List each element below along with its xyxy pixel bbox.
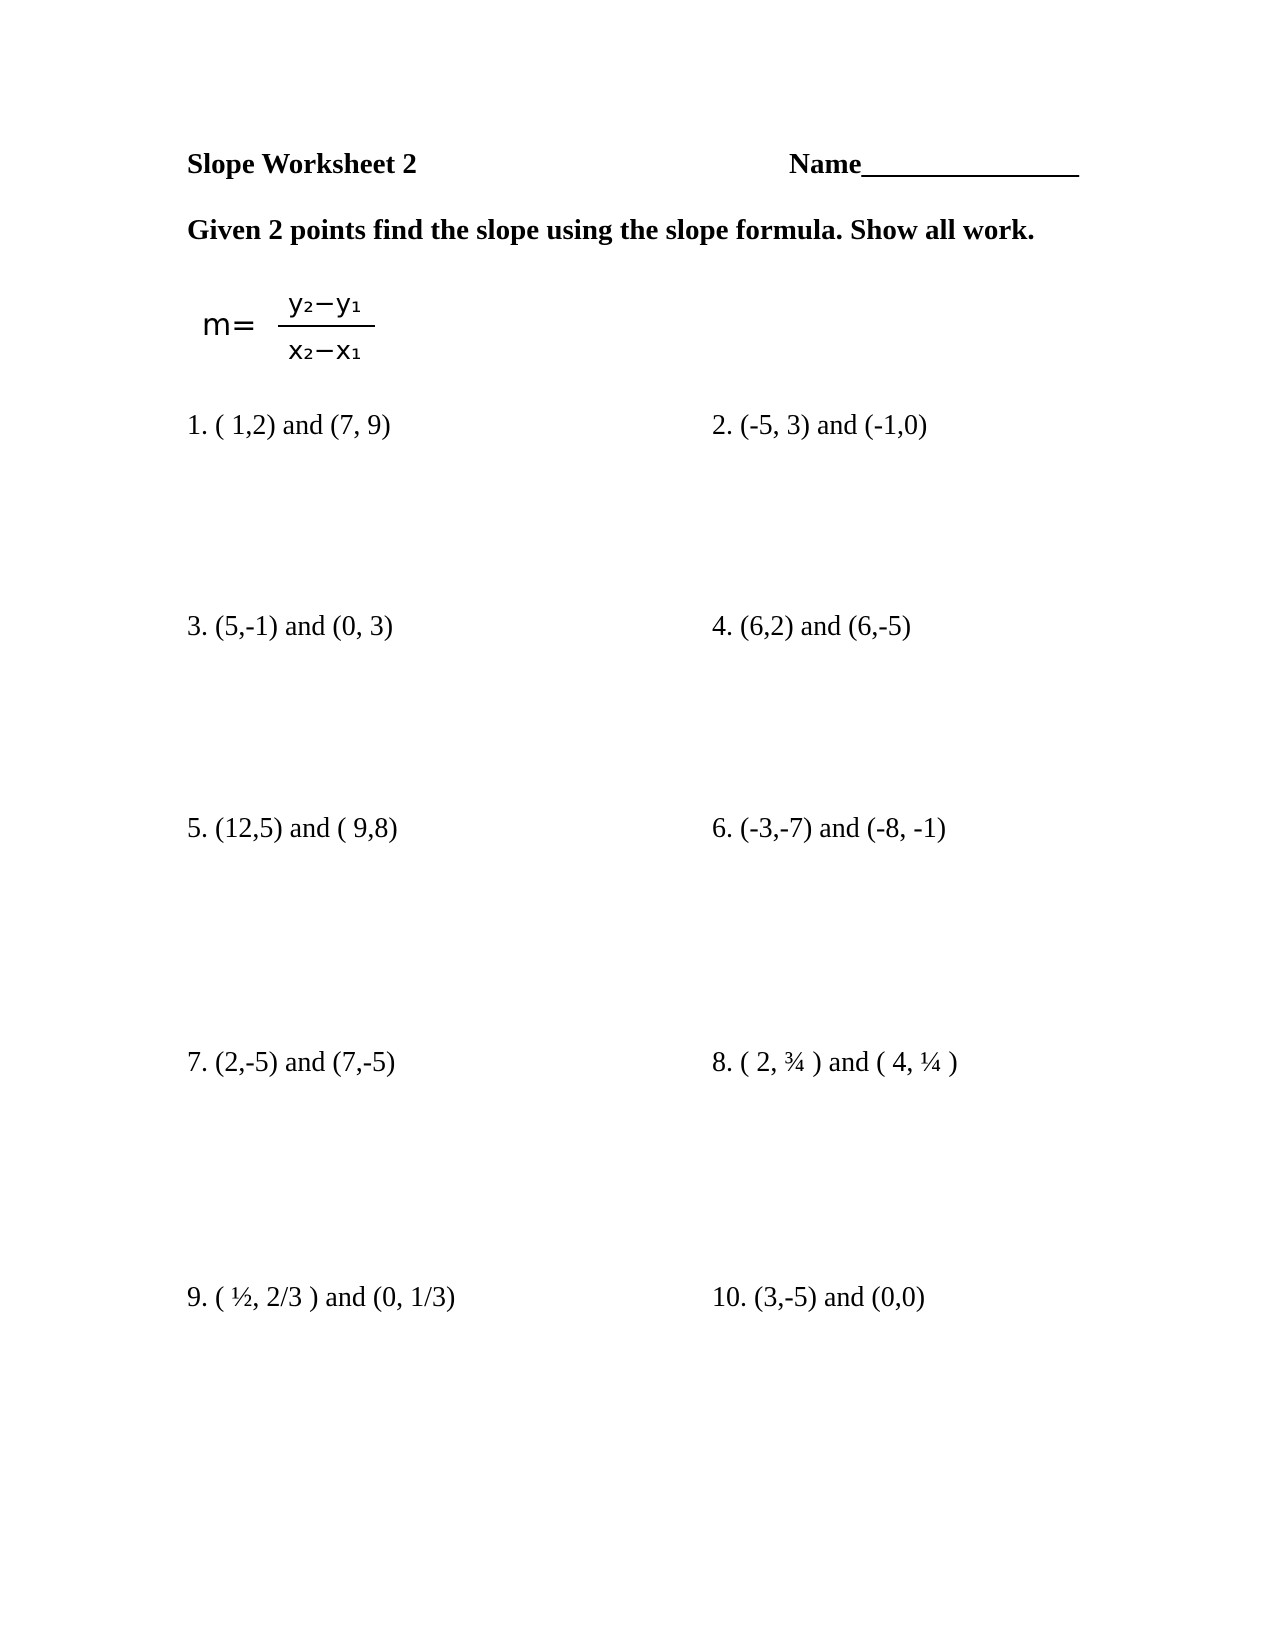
problem-2: 2. (-5, 3) and (-1,0) xyxy=(712,410,928,441)
problem-7: 7. (2,-5) and (7,-5) xyxy=(187,1047,396,1078)
problem-3: 3. (5,-1) and (0, 3) xyxy=(187,611,394,642)
problem-5: 5. (12,5) and ( 9,8) xyxy=(187,813,398,844)
worksheet-title: Slope Worksheet 2 xyxy=(187,148,417,180)
problem-4: 4. (6,2) and (6,-5) xyxy=(712,611,912,642)
problem-10: 10. (3,-5) and (0,0) xyxy=(712,1282,926,1313)
slope-formula xyxy=(200,285,380,375)
problem-1: 1. ( 1,2) and (7, 9) xyxy=(187,410,391,441)
instructions-text: Given 2 points find the slope using the slope formula. Show all work. xyxy=(187,214,1035,246)
formula-lhs: m= xyxy=(202,308,257,343)
formula-numerator: y₂−y₁ xyxy=(288,289,362,319)
formula-denominator: x₂−x₁ xyxy=(288,336,362,366)
problem-6: 6. (-3,-7) and (-8, -1) xyxy=(712,813,947,844)
problem-9: 9. ( ½, 2/3 ) and (0, 1/3) xyxy=(187,1282,456,1313)
problem-8: 8. ( 2, ¾ ) and ( 4, ¼ ) xyxy=(712,1047,958,1078)
name-field-label: Name_______________ xyxy=(789,148,1079,180)
